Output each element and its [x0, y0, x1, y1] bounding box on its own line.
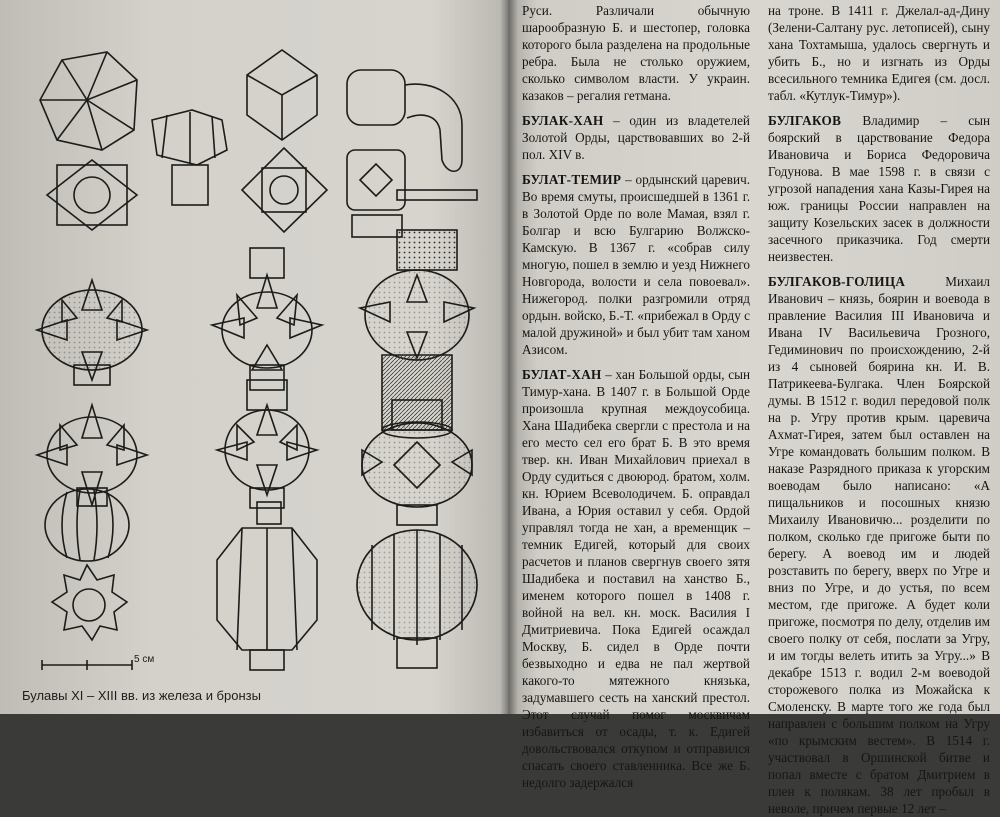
- text-column-1: [522, 2, 750, 791]
- mace-faceted-3: [242, 50, 327, 232]
- figure-caption: Булавы XI – XIII вв. из железа и бронзы: [22, 688, 261, 703]
- entry-headword: БУЛАТ-ТЕМИР: [522, 172, 622, 187]
- mace-ribbed-1: [45, 489, 129, 640]
- dictionary-entry: [768, 112, 990, 265]
- entry-continuation: [522, 2, 750, 104]
- entry-headword: БУЛГАКОВ-ГОЛИЦА: [768, 274, 906, 289]
- scale-bar: [42, 660, 132, 670]
- entry-headword: БУЛАК-ХАН: [522, 113, 604, 128]
- mace-spiked-3: [360, 230, 474, 438]
- entry-continuation: [768, 2, 990, 104]
- left-page: [0, 0, 508, 714]
- entry-text: – один из владетелей Золотой Орды, царствовавших во 2-й пол. XIV в.: [522, 113, 750, 162]
- text-column-2: [768, 2, 990, 817]
- mace-spiked-2: [212, 248, 322, 390]
- mace-ribbed-2: [217, 502, 317, 670]
- entry-headword: БУЛГАКОВ: [768, 113, 842, 128]
- mace-hook: [347, 70, 477, 237]
- mace-faceted-1: [40, 52, 137, 230]
- entry-text: на троне. В 1411 г. Джелал-ад-Дину (Зелени-Салтану рус. летописей), сыну хана Тохтамыша, удалось свергнуть и убить Б., но и изгнать из Орды всесильного темника Едигея (см. досл. табл. «Кутлук-Тимур»).: [768, 3, 990, 103]
- mace-spiked-4: [37, 405, 147, 506]
- maces-illustration: [22, 40, 492, 675]
- mace-spiked-5: [217, 380, 317, 508]
- entry-text: Руси. Различали обычную шарообразную Б. и шестопер, головка которого была разделена на продольные ребра. Была не столько оружием, сколько символом власти. У украин. казаков – регалия гетмана.: [522, 3, 750, 103]
- entry-headword: БУЛАТ-ХАН: [522, 367, 602, 382]
- book-gutter: [500, 0, 518, 714]
- entry-text: – ордынский царевич. Во время смуты, происшедшей в 1361 г. в Золотой Орде по воле Мамая, взял г. Болгар и всю Булгарию Волжско-Камскую. В 1367 г. «собрав силу многую, пошел в землю и уезд Нижнего Новгорода, волости и села повоевал». Нижегород. полки разгромили отряд ордын. войско, Б.-Т. «прибежал в Орду с малой дружиной» и был убит там ханом Азисом.: [522, 172, 750, 357]
- mace-spiked-1: [37, 280, 147, 385]
- dictionary-entry: [522, 112, 750, 163]
- dictionary-entry: [768, 273, 990, 817]
- dictionary-entry: [522, 171, 750, 358]
- scale-label: 5 см: [134, 654, 155, 665]
- mace-faceted-2: [152, 110, 227, 205]
- dictionary-entry: [522, 366, 750, 791]
- entry-text: Владимир – сын боярский в царствование Федора Ивановича и Бориса Федоровича Годунова. В мае 1598 г. в связи с угрозой нападения хана Казы-Гирея на юж. границы России направлен на защиту Козельских засек в должности засечного приказчика. Год смерти неизвестен.: [768, 113, 990, 264]
- entry-text: Михаил Иванович – князь, боярин и воевода в правление Василия III Ивановича и Ивана IV Васильевича Грозного, Гедиминович по происхождению, 2-й из 4 сыновей боярина кн. И. В. Патрикеева-Булгака. Член Боярской думы. В 1512 г. водил передовой полк на р. Угру против крым. царевича Ахмат-Гирея, затем был оставлен на Угре командовать большим полком. В наказе Разрядного приказа к угорским воеводам было написано: «А пищальников и посошных князю Михаилу Ивановичю... розделити по полком, сколько где пригоже быти по берегу. А воевод им и людей розставить по берегу, вверх по Угре и вниз по Угре, и до устья, по всем местом, где пригоже. А будет коли пригоже, посмотря по делу, отделив им своего полку от себя, послати за Угру, и им тогды велеть итить за Угру...» В декабре 1513 г. водил 2-м воеводой сторожевого полка из Можайска к Смоленску. В марте того же года был направлен с большим полком на Угру «по крымским вестем». В 1514 г. участвовал в Оршинской битве и попал вместе с братом Дмитрием в плен к полякам. 38 лет пробыл в неволе, причем первые 12 лет –: [768, 274, 990, 816]
- entry-text: – хан Большой орды, сын Тимур-хана. В 1407 г. в Большой Орде произошла крупная междоусобица. Хана Шадибека свергли с престола и на его место сел его брат Б. В это время твер. кн. Иван Михайлович приехал в Орду судиться с двоюрод. братом, холм. кн. Юрием Всеволодичем. Б. оправдал Ивана, а Юрия оставил у себя. Ордой управлял тогда не хан, а временщик – темник Едигей, который для своих расчетов и планов свергнув своего зятя Шадибека и поставил на ханство Б., именем которого пошел в 1408 г. войной на вел. кн. моск. Василия I Дмитриевича. Пока Едигей осаждал Москву, Б. сидел в Орде почти безвыходно и едва не пал жертвой какого-то мятежного князька, задумавшего сесть на ханский престол. Этот случай помог москвичам избавиться от осады, т. к. Едигей довольствовался откупом и отправился спасать своего ставленника. Все же Б. недолго задержался: [522, 367, 750, 790]
- mace-ribbed-3: [357, 530, 477, 668]
